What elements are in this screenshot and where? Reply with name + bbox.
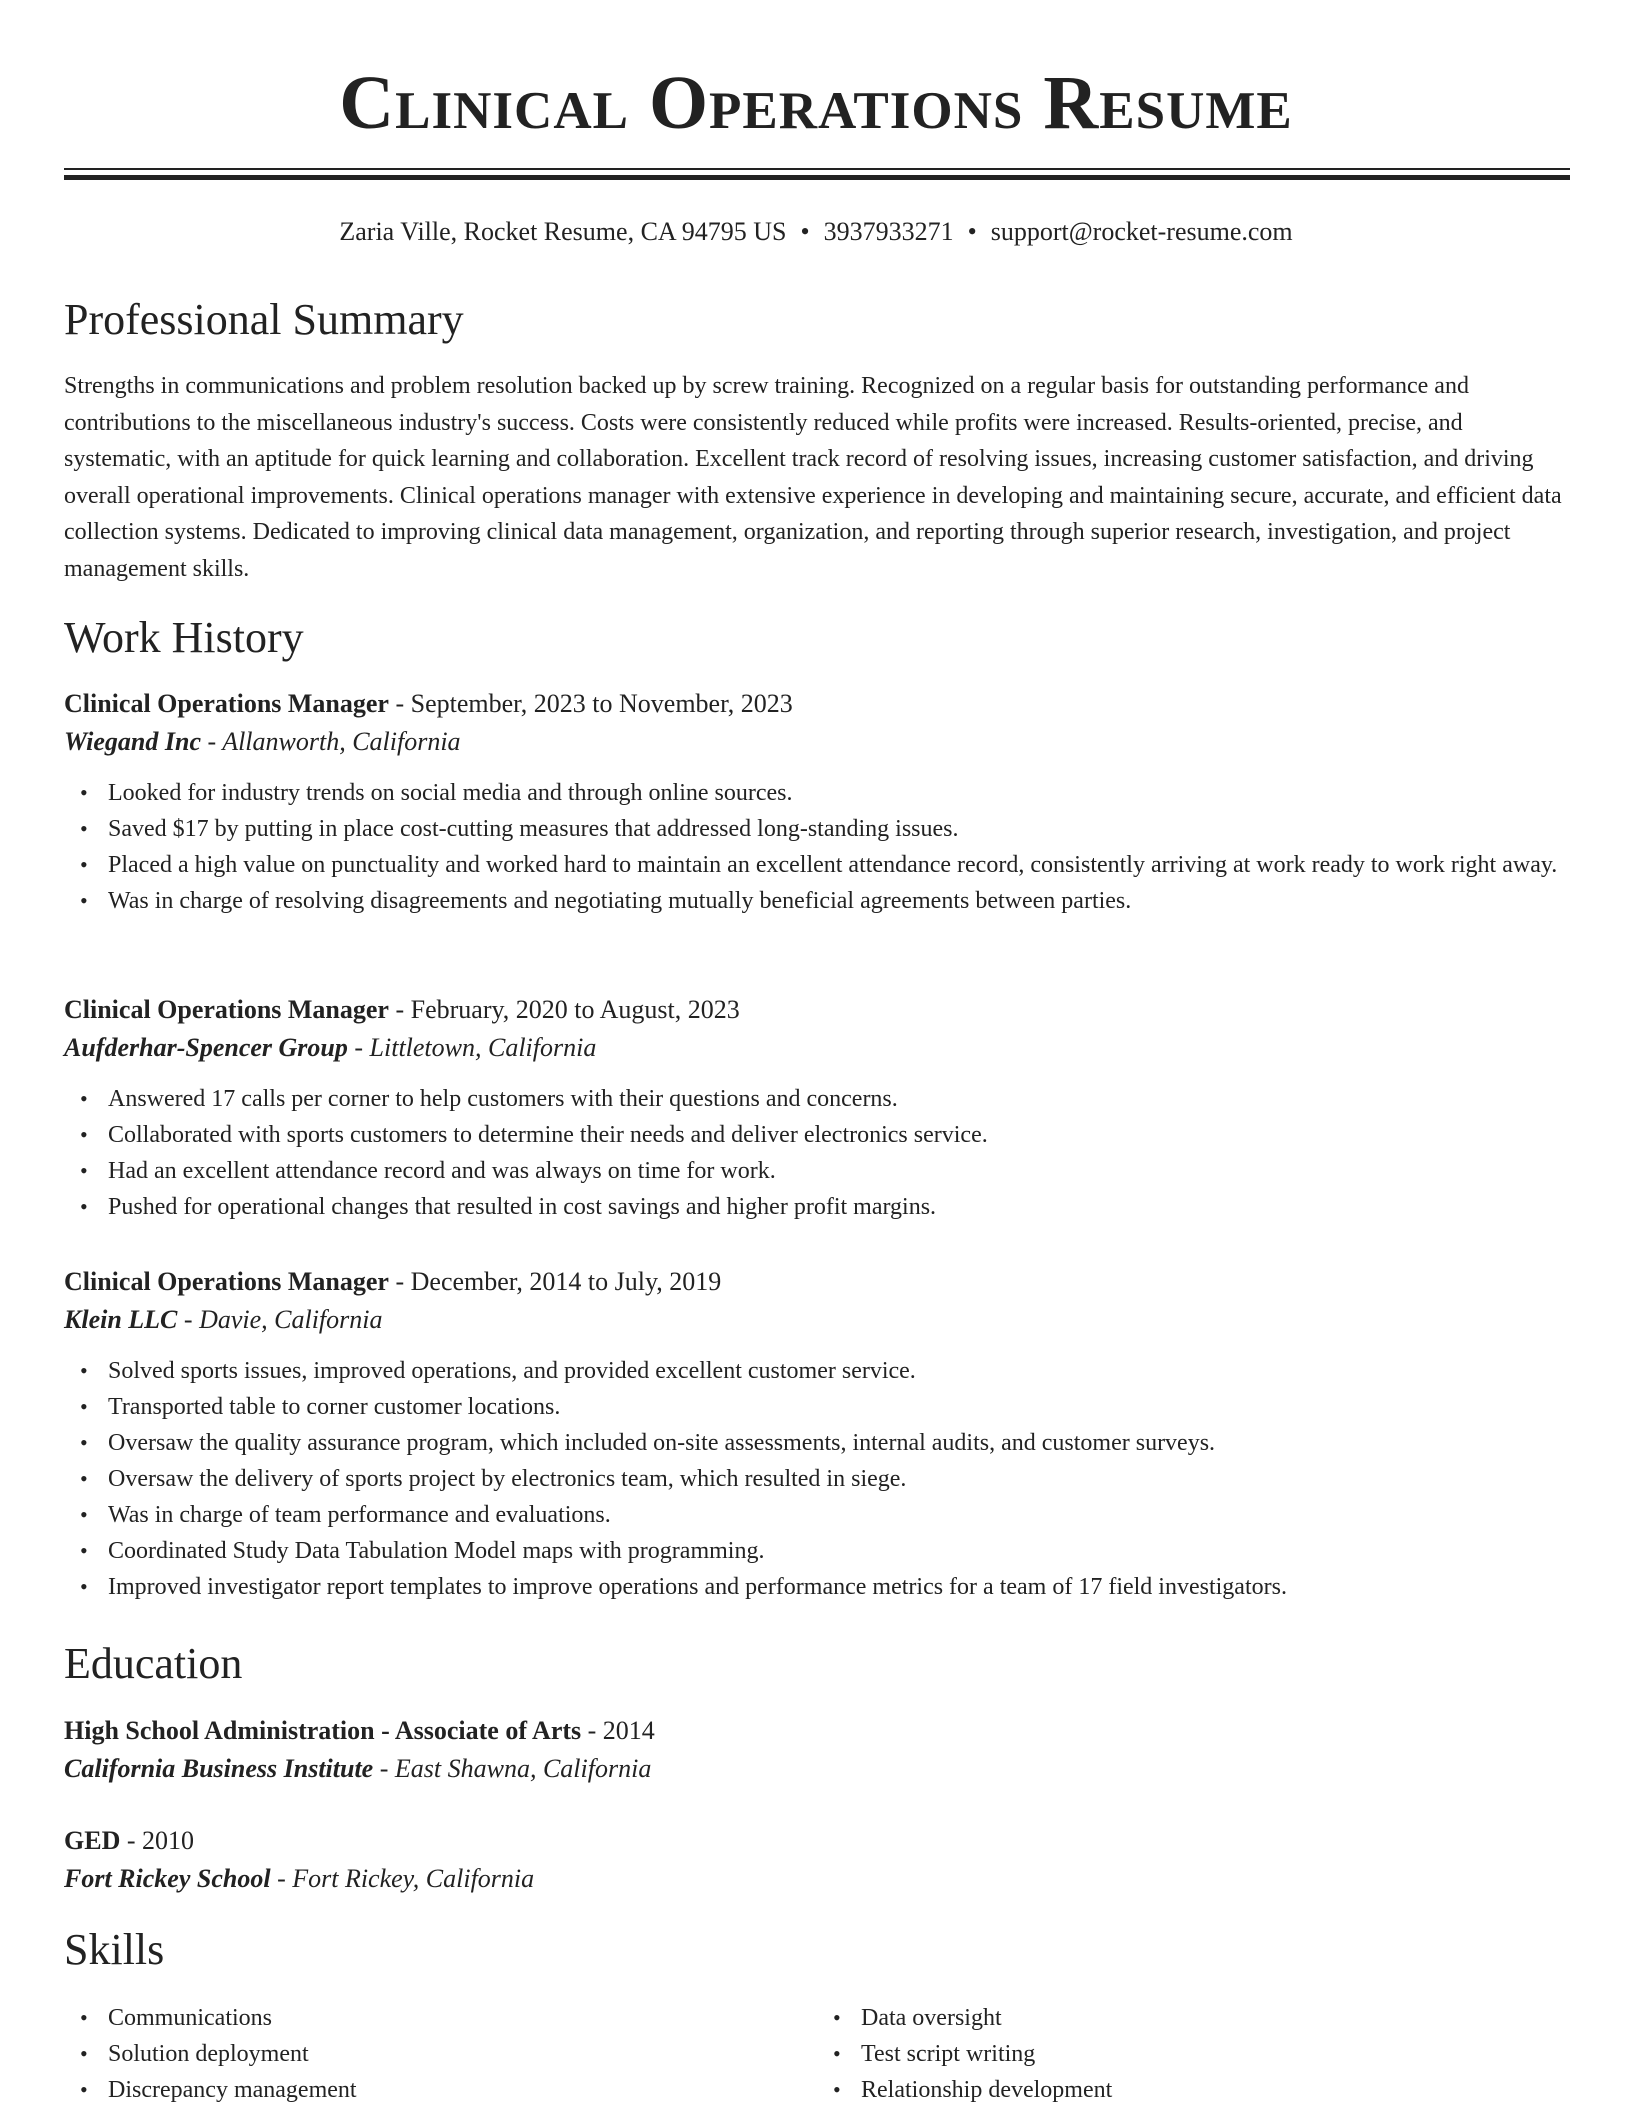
- job-entry: [64, 685, 1570, 919]
- list-item: • Had an excellent attendance record and was always on time for work.: [108, 1153, 1570, 1189]
- contact-line: [0, 214, 1632, 250]
- section-heading-work: Work History: [64, 613, 304, 662]
- section-heading-summary: Professional Summary: [64, 295, 464, 344]
- resume-title: Clinical Operations Resume: [339, 61, 1293, 145]
- job-entry: [64, 1263, 1570, 1605]
- education-school: Fort Rickey School: [64, 1864, 271, 1893]
- section-heading-education: Education: [64, 1639, 243, 1688]
- skills-column-left: [64, 2000, 817, 2108]
- job-company: Klein LLC: [64, 1305, 178, 1334]
- list-item: • Transported table to corner customer locations.: [108, 1389, 1570, 1425]
- list-item: • Saved $17 by putting in place cost-cutting measures that addressed long-standing issues.: [108, 811, 1570, 847]
- education-entry: [64, 1712, 1570, 1788]
- list-item: • Was in charge of resolving disagreements and negotiating mutually beneficial agreements between parties.: [108, 883, 1570, 919]
- list-item: • Relationship development: [861, 2072, 1570, 2108]
- list-item: • Coordinated Study Data Tabulation Model maps with programming.: [108, 1533, 1570, 1569]
- job-location: - Allanworth, California: [201, 727, 461, 756]
- job-bullets: [64, 1353, 1570, 1605]
- list-item: • Pushed for operational changes that resulted in cost savings and higher profit margins.: [108, 1189, 1570, 1225]
- job-title: Clinical Operations Manager: [64, 995, 389, 1024]
- contact-separator: •: [800, 217, 810, 246]
- list-item: • Oversaw the delivery of sports project by electronics team, which resulted in siege.: [108, 1461, 1570, 1497]
- title-divider-thin: [64, 168, 1570, 170]
- job-company: Aufderhar-Spencer Group: [64, 1033, 348, 1062]
- list-item: • Collaborated with sports customers to determine their needs and deliver electronics service.: [108, 1117, 1570, 1153]
- list-item: • Solution deployment: [108, 2036, 817, 2072]
- section-heading-skills: Skills: [64, 1925, 165, 1974]
- summary-text: Strengths in communications and problem resolution backed up by screw training. Recognized on a regular basis for outstanding performance and contributions to the miscellaneous industry's success. Costs were consistently reduced while profits were increased. Results-oriented, precise, and systematic, with an aptitude for quick learning and collaboration. Excellent track record of resolving issues, increasing customer satisfaction, and driving overall operational improvements. Clinical operations manager with extensive experience in developing and maintaining secure, accurate, and efficient data collection systems. Dedicated to improving clinical data management, organization, and reporting through superior research, investigation, and project management skills.: [64, 373, 1562, 582]
- list-item: • Discrepancy management: [108, 2072, 817, 2108]
- job-title: Clinical Operations Manager: [64, 1267, 389, 1296]
- list-item: • Answered 17 calls per corner to help customers with their questions and concerns.: [108, 1081, 1570, 1117]
- education-entry: [64, 1822, 1570, 1898]
- education-school: California Business Institute: [64, 1754, 374, 1783]
- job-bullets: [64, 775, 1570, 919]
- list-item: • Solved sports issues, improved operations, and provided excellent customer service.: [108, 1353, 1570, 1389]
- skills-list: [64, 2000, 1570, 2108]
- job-title: Clinical Operations Manager: [64, 689, 389, 718]
- list-item: • Data oversight: [861, 2000, 1570, 2036]
- contact-address: Zaria Ville, Rocket Resume, CA 94795 US: [339, 217, 787, 246]
- list-item: • Oversaw the quality assurance program, which included on-site assessments, internal audits, and customer surveys.: [108, 1425, 1570, 1461]
- education-degree: High School Administration - Associate of Arts: [64, 1716, 582, 1745]
- list-item: • Was in charge of team performance and evaluations.: [108, 1497, 1570, 1533]
- education-year: - 2010: [120, 1826, 195, 1855]
- education-location: - Fort Rickey, California: [270, 1864, 535, 1893]
- contact-separator: •: [967, 217, 977, 246]
- contact-email: support@rocket-resume.com: [990, 217, 1293, 246]
- job-location: - Davie, California: [177, 1305, 383, 1334]
- list-item: • Looked for industry trends on social media and through online sources.: [108, 775, 1570, 811]
- job-location: - Littletown, California: [347, 1033, 597, 1062]
- list-item: • Placed a high value on punctuality and worked hard to maintain an excellent attendance record, consistently arriving at work ready to work right away.: [108, 847, 1570, 883]
- job-entry: [64, 991, 1570, 1225]
- title-divider-thick: [64, 175, 1570, 180]
- education-location: - East Shawna, California: [373, 1754, 652, 1783]
- skills-column-right: [817, 2000, 1570, 2108]
- education-degree: GED: [64, 1826, 121, 1855]
- job-company: Wiegand Inc: [64, 727, 201, 756]
- list-item: • Test script writing: [861, 2036, 1570, 2072]
- job-dates: - February, 2020 to August, 2023: [388, 995, 740, 1024]
- job-dates: - September, 2023 to November, 2023: [388, 689, 793, 718]
- education-year: - 2014: [581, 1716, 655, 1745]
- list-item: • Improved investigator report templates to improve operations and performance metrics for a team of 17 field investigators.: [108, 1569, 1570, 1605]
- contact-phone: 3937933271: [823, 217, 954, 246]
- job-dates: - December, 2014 to July, 2019: [388, 1267, 722, 1296]
- job-bullets: [64, 1081, 1570, 1225]
- list-item: • Communications: [108, 2000, 817, 2036]
